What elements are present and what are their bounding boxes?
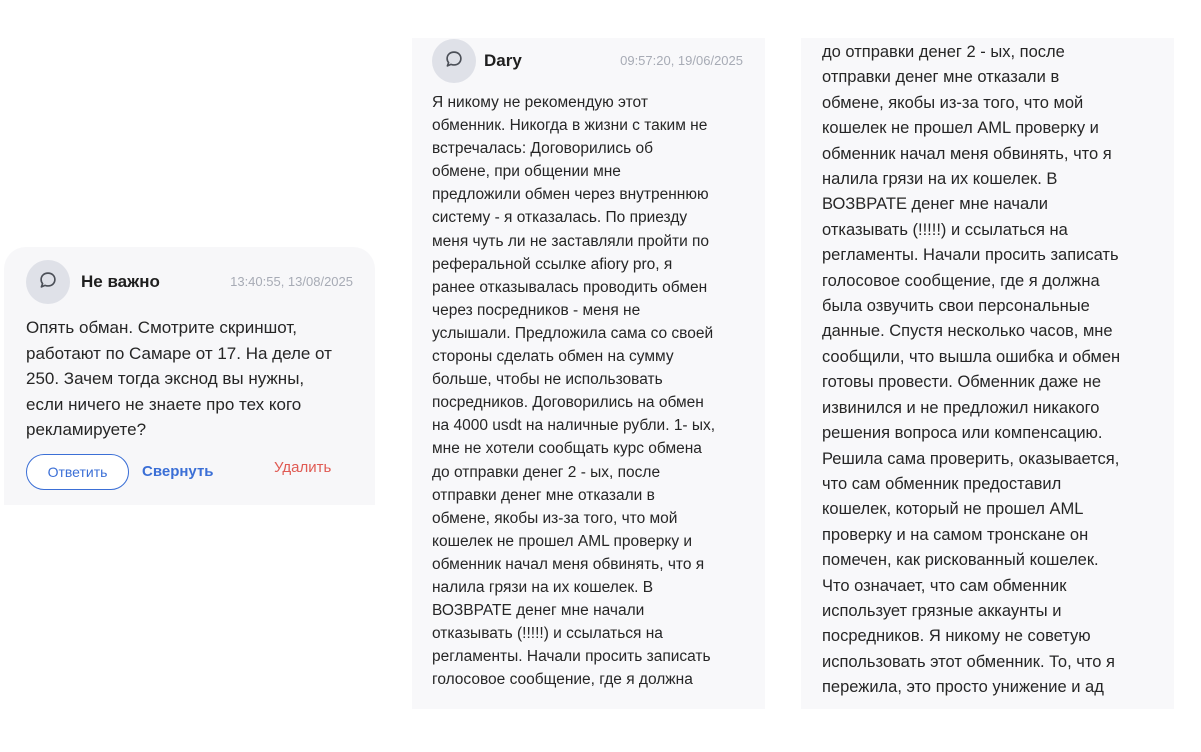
comment-line: готовы провести. Обменник даже не — [822, 373, 1102, 392]
comment-line: использовать этот обменник. То, что я — [822, 652, 1115, 671]
comment-line: отказывать (!!!!!) и ссылаться на — [822, 220, 1068, 239]
comment-bubble-icon — [37, 269, 59, 296]
comment-line: регламенты. Начали просить записать — [822, 246, 1119, 265]
comment-line: до отправки денег 2 - ых, после — [822, 43, 1065, 61]
review-card-3-continuation — [801, 38, 1174, 709]
comment-line: регламенты. Начали просить записать — [432, 648, 711, 666]
comment-line: сообщили, что вышла ошибка и обмен — [822, 347, 1121, 366]
comment-text — [26, 315, 366, 443]
comment-line: мне не хотели сообщать курс обмена — [432, 440, 702, 458]
avatar — [432, 39, 476, 83]
author-name: Dary — [484, 51, 522, 70]
comment-line: Решила сама проверить, оказывается, — [822, 449, 1120, 468]
comment-line: проверку и на самом тронскане он — [822, 525, 1089, 544]
comment-line: обменник начал меня обвинять, что я — [432, 555, 705, 573]
comment-line: решения вопроса или компенсацию. — [822, 424, 1103, 443]
comment-line: обмене, при общении мне — [432, 163, 621, 181]
comment-line: стороны сделать обмен на сумму — [432, 348, 674, 366]
comment-line: посредников. Договорились на обмен — [432, 394, 704, 412]
reply-button[interactable]: Ответить — [26, 454, 129, 490]
comment-line: до отправки денег 2 - ых, после — [432, 463, 661, 481]
comment-line: кошелек не прошел AML проверку и — [432, 532, 693, 550]
comment-line: меня чуть ли не заставляли пройти по — [432, 232, 710, 250]
comment-line: посредников. Я никому не советую — [822, 627, 1091, 646]
comment-line: систему - я отказалась. По приезду — [432, 209, 688, 227]
comment-line: обмене, якобы из-за того, что мой — [432, 509, 678, 527]
comment-line: больше, чтобы не использовать — [432, 371, 663, 389]
comment-line: что сам обменник предоставил — [822, 474, 1062, 493]
comment-line: кошелек не прошел AML проверку и — [822, 119, 1099, 138]
comment-text — [432, 91, 752, 691]
comment-line: Что означает, что сам обменник — [822, 576, 1067, 595]
delete-button[interactable]: Удалить — [274, 459, 332, 476]
comment-line: была озвучить свои персональные — [822, 297, 1090, 316]
review-card-2 — [412, 38, 765, 709]
comment-line: ранее отказывалась проводить обмен — [432, 278, 708, 296]
comment-line: обмене, якобы из-за того, что мой — [822, 93, 1084, 112]
comment-line: 250. Зачем тогда экснод вы нужны, — [26, 369, 305, 388]
comment-line: ВОЗВРАТЕ денег мне начали — [432, 602, 645, 620]
comment-line: отказывать (!!!!!) и ссылаться на — [432, 625, 663, 643]
comment-line: ВОЗВРАТЕ денег мне начали — [822, 195, 1049, 214]
comment-bubble-icon — [443, 48, 465, 75]
review-card-1 — [4, 247, 375, 505]
comment-line: пережила, это просто унижение и ад — [822, 678, 1104, 697]
comment-line: встречалась: Договорились об — [432, 140, 653, 158]
comment-line: отправки денег мне отказали в — [822, 68, 1060, 87]
comment-line: Опять обман. Смотрите скриншот, — [26, 318, 297, 337]
comment-line: налила грязи на их кошелек. В — [822, 170, 1058, 189]
comment-line: через посредников - меня не — [432, 301, 641, 319]
comment-line: услышали. Предложила сама со своей — [432, 324, 714, 342]
comment-line: данные. Спустя несколько часов, мне — [822, 322, 1113, 341]
comment-line: рекламируете? — [26, 420, 147, 439]
comment-line: Я никому не рекомендую этот — [432, 94, 648, 111]
comment-line: использует грязные аккаунты и — [822, 601, 1062, 620]
comment-line: налила грязи на их кошелек. В — [432, 578, 654, 596]
comment-line: голосовое сообщение, где я должна — [822, 271, 1100, 290]
comment-line: работают по Самаре от 17. На деле от — [26, 343, 332, 363]
avatar — [26, 260, 70, 304]
comment-timestamp: 13:40:55, 13/08/2025 — [230, 274, 353, 289]
comment-line: кошелек, который не прошел AML — [822, 500, 1084, 519]
comment-line: предложили обмен через внутреннюю — [432, 186, 709, 204]
collapse-button[interactable]: Свернуть — [142, 463, 214, 480]
comment-line: извинился и не предложил никакого — [822, 398, 1100, 417]
comment-line: помечен, как рискованный кошелек. — [822, 551, 1099, 570]
comment-timestamp: 09:57:20, 19/06/2025 — [620, 53, 743, 68]
comment-line: голосовое сообщение, где я должна — [432, 671, 693, 689]
comment-line: обменник начал меня обвинять, что я — [822, 144, 1112, 163]
comment-line: отправки денег мне отказали в — [432, 486, 655, 504]
comment-line: обменник. Никогда в жизни с таким не — [432, 117, 708, 135]
comment-line: на 4000 usdt на наличные рубли. 1- ых, — [432, 417, 716, 435]
comment-line: если ничего не знаете про тех кого — [26, 394, 302, 414]
comment-text — [822, 40, 1162, 701]
author-name: Не важно — [81, 272, 160, 291]
comment-line: реферальной ссылке afiory pro, я — [432, 255, 673, 273]
